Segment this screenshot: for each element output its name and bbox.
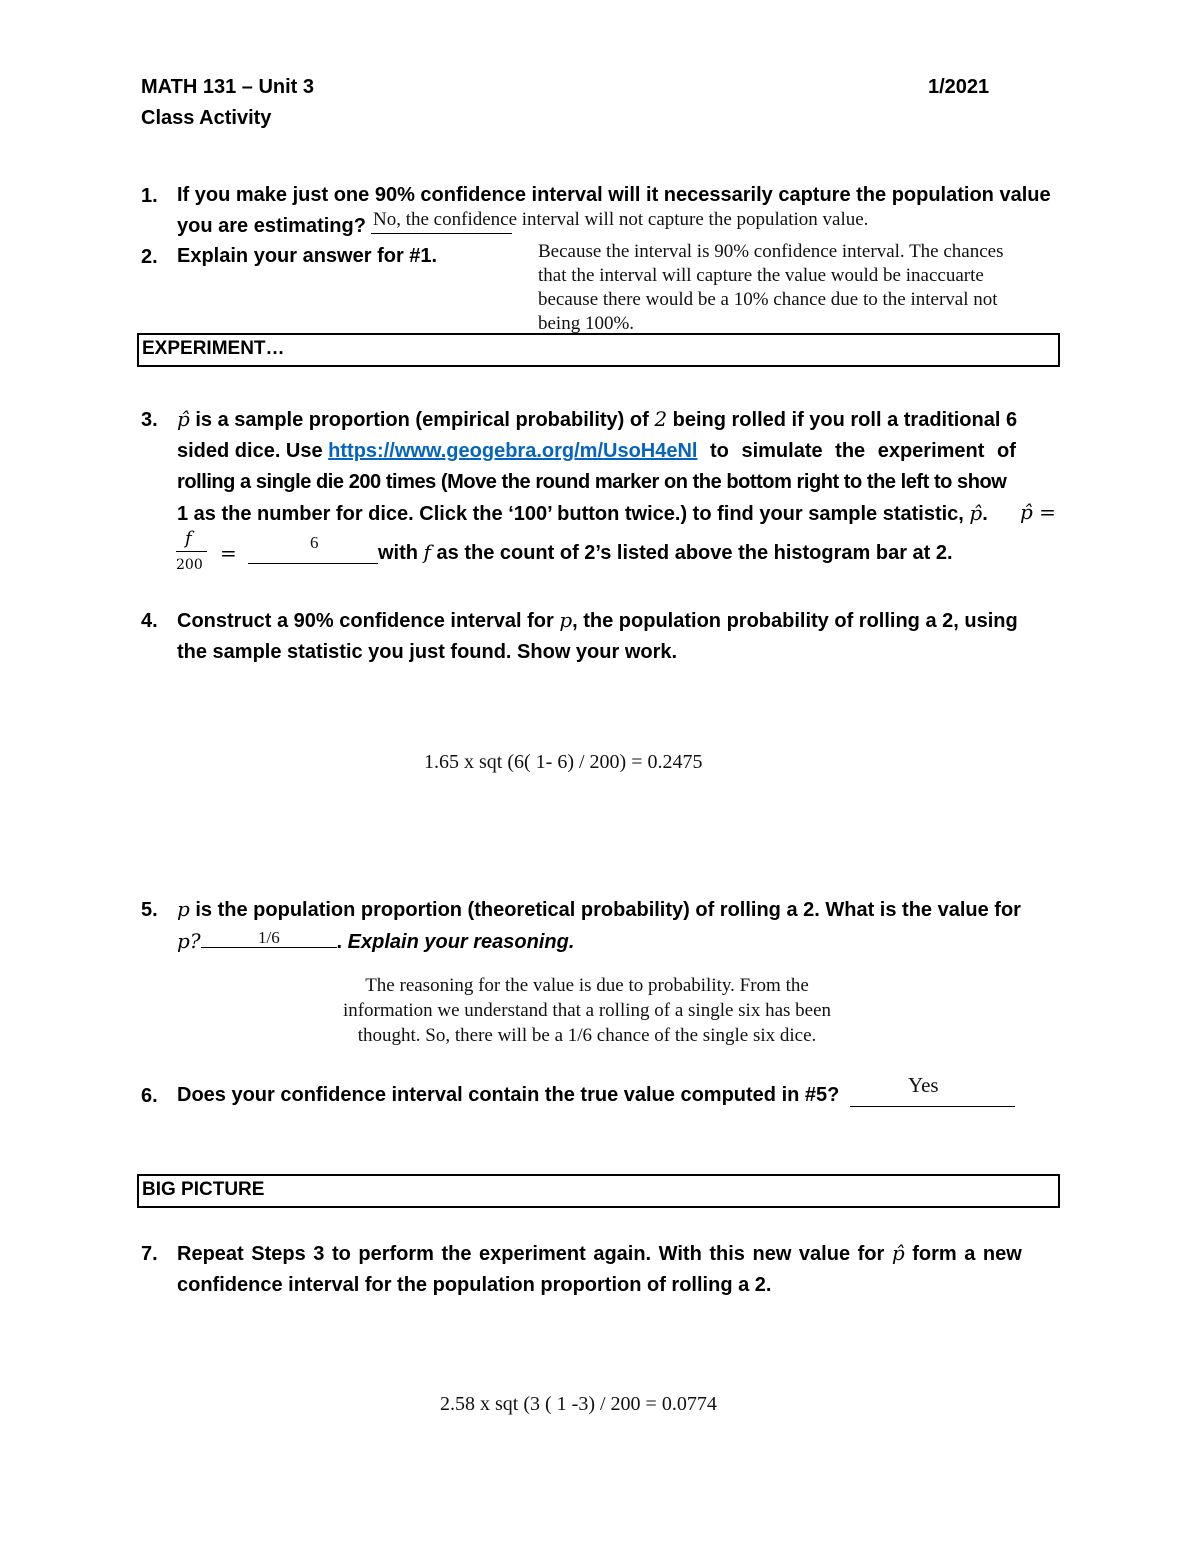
- question-3-text-e: rolling a single die 200 times (Move the round marker on the bottom right to the left to show: [177, 471, 1007, 493]
- question-number-7: 7.: [141, 1243, 158, 1265]
- question-5-line2: [177, 926, 1077, 958]
- p-hat-symbol: p̂: [177, 407, 190, 431]
- reasoning-5-line: thought. So, there will be a 1/6 chance of the single six dice.: [357, 1025, 817, 1046]
- answer-2-line: that the interval will capture the value would be inaccuarte: [538, 265, 984, 286]
- question-number-6: 6.: [141, 1085, 158, 1107]
- question-6-text: Does your confidence interval contain the true value computed in #5?: [177, 1084, 840, 1106]
- question-3-text-h: as the count of 2’s listed above the histogram bar at 2.: [430, 542, 953, 564]
- fraction-denominator: 200: [176, 557, 203, 573]
- question-number-2: 2.: [141, 246, 158, 268]
- question-7-text-b: form a new: [904, 1243, 1022, 1265]
- equals-sign: =: [220, 541, 237, 565]
- question-4-text-a: Construct a 90% confidence interval for: [177, 610, 560, 632]
- question-number-3: 3.: [141, 409, 158, 431]
- p-symbol: p: [559, 608, 573, 632]
- answer-2: [538, 240, 1098, 336]
- document-date: 1/2021: [928, 76, 990, 98]
- question-7-line1: [177, 1238, 1055, 1270]
- question-5-text-b: .: [336, 931, 348, 953]
- course-title: MATH 131 – Unit 3: [141, 76, 314, 98]
- f-symbol: f: [423, 540, 431, 564]
- answer-1-underline: [371, 233, 512, 234]
- question-4-text-b: , the population probability of rolling a 2, using: [572, 610, 1018, 632]
- reasoning-5: [287, 973, 887, 1048]
- section-big-picture-box: [137, 1174, 1060, 1208]
- question-number-1: 1.: [141, 185, 158, 207]
- question-5-line1: [177, 894, 1077, 926]
- question-3-line2: [177, 436, 1055, 467]
- question-number-5: 5.: [141, 899, 158, 921]
- question-3-text-b: being rolled if you roll a traditional 6: [667, 409, 1018, 431]
- value-two: 2: [654, 407, 668, 431]
- question-number-4: 4.: [141, 610, 158, 632]
- answer-3-underline: [248, 563, 378, 564]
- answer-5: 1/6: [258, 928, 280, 947]
- question-4-line2: the sample statistic you just found. Show your work.: [177, 641, 678, 663]
- question-4-text: [177, 605, 1077, 668]
- p-hat-equals: p̂ =: [1020, 500, 1056, 524]
- answer-6: Yes: [908, 1073, 939, 1097]
- question-3-text-g: with: [378, 542, 424, 564]
- question-mark: ?: [189, 929, 201, 953]
- question-5-text-c: Explain your reasoning.: [347, 931, 575, 953]
- question-3-line5: [378, 537, 953, 569]
- question-7-line2: confidence interval for the population proportion of rolling a 2.: [177, 1274, 772, 1296]
- answer-2-line: because there would be a 10% chance due to the interval not: [538, 289, 998, 310]
- work-7: 2.58 x sqt (3 ( 1 -3) / 200 = 0.0774: [440, 1393, 717, 1415]
- question-3-line4: [177, 498, 1055, 530]
- question-2-text: Explain your answer for #1.: [177, 245, 438, 267]
- answer-2-line: being 100%.: [538, 313, 635, 334]
- question-3-text-f: 1 as the number for dice. Click the ‘100’ button twice.) to find your sample statistic,: [177, 503, 970, 525]
- question-3-text: [177, 404, 1055, 530]
- fraction-numerator: f: [185, 528, 192, 549]
- question-5-text-a: is the population proportion (theoretical probability) of rolling a 2. What is the value for: [189, 899, 1021, 921]
- section-experiment-box: [137, 333, 1060, 367]
- answer-6-underline: [850, 1106, 1015, 1107]
- question-3-text-d: to simulate the experiment of: [697, 440, 1016, 462]
- document-subtitle: Class Activity: [141, 107, 272, 129]
- p-hat-symbol: p̂: [891, 1241, 905, 1265]
- question-3-line3: [177, 467, 1055, 498]
- answer-3: 6: [310, 533, 319, 552]
- reasoning-5-line: information we understand that a rolling of a single six has been: [342, 1000, 832, 1021]
- reasoning-5-line: The reasoning for the value is due to probability. From the: [365, 975, 809, 996]
- question-3-text-f-end: .: [982, 503, 988, 525]
- question-3-line1: [177, 404, 1055, 436]
- work-4: 1.65 x sqt (6( 1- 6) / 200) = 0.2475: [424, 751, 703, 773]
- p-hat-symbol: p̂: [969, 501, 983, 525]
- question-4-line1: [177, 605, 1077, 637]
- section-big-picture-title: BIG PICTURE: [142, 1179, 265, 1200]
- question-3-text-c: sided dice. Use: [177, 440, 329, 462]
- answer-2-line: Because the interval is 90% confidence interval. The chances: [538, 241, 1004, 262]
- question-7-text: [177, 1238, 1055, 1301]
- fraction-bar: [176, 551, 207, 552]
- section-experiment-title: EXPERIMENT…: [142, 338, 285, 359]
- question-7-text-a: Repeat Steps 3 to perform the experiment again. With this new value for: [177, 1243, 892, 1265]
- p-symbol: p: [177, 897, 190, 921]
- p-symbol: p: [177, 929, 190, 953]
- geogebra-link[interactable]: https://www.geogebra.org/m/UsoH4eNl: [328, 440, 698, 462]
- question-1-line1: If you make just one 90% confidence interval will it necessarily capture the population value: [177, 184, 1051, 206]
- question-1-line2: you are estimating?: [177, 215, 366, 237]
- question-5-text: [177, 894, 1077, 958]
- question-3-text-a: is a sample proportion (empirical probability) of: [189, 409, 655, 431]
- answer-1: No, the confidence interval will not capture the population value.: [373, 209, 869, 230]
